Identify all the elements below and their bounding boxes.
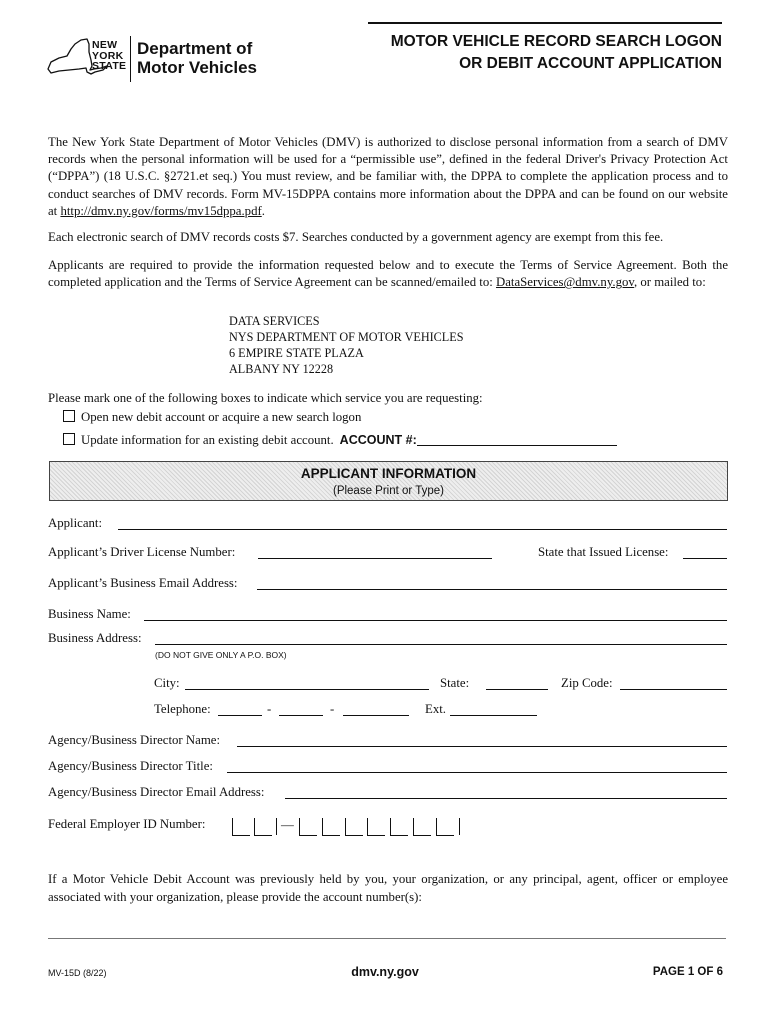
logo-divider xyxy=(130,36,131,82)
business-email-label: Applicant’s Business Email Address: xyxy=(48,576,238,590)
new-account-checkbox[interactable] xyxy=(63,410,75,422)
business-address-field[interactable] xyxy=(155,644,727,645)
mailing-address xyxy=(229,313,463,377)
city-label: City: xyxy=(154,676,180,690)
form-title-line1: MOTOR VEHICLE RECORD SEARCH LOGON xyxy=(390,33,722,50)
update-account-checkbox[interactable] xyxy=(63,433,75,445)
address-line: NYS DEPARTMENT OF MOTOR VEHICLES xyxy=(229,330,464,344)
director-name-field[interactable] xyxy=(237,746,727,747)
logo-state-text xyxy=(92,40,126,72)
issuing-state-label: State that Issued License: xyxy=(538,545,669,559)
fein-digit-box[interactable] xyxy=(322,818,340,836)
fein-digit-box[interactable] xyxy=(436,818,454,836)
applicant-field[interactable] xyxy=(118,529,727,530)
state-field[interactable] xyxy=(486,689,548,690)
applicant-info-title: APPLICANT INFORMATION xyxy=(300,466,477,481)
form-code: MV-15D (8/22) xyxy=(48,968,107,978)
issuing-state-field[interactable] xyxy=(683,558,727,559)
submission-text: Applicants are required to provide the information requested below and to execute the Terms of Service Agreement. Both the completed application and the Terms of Service Agreement can be scanned/emailed to: xyxy=(48,258,728,290)
previous-account-paragraph: If a Motor Vehicle Debit Account was previously held by you, your organization, or any principal, agent, officer or employee associated with your organization, please provide the account number(s): xyxy=(48,872,728,904)
telephone-line-field[interactable] xyxy=(343,715,409,716)
data-services-email-link[interactable]: DataServices@dmv.ny.gov xyxy=(496,275,634,290)
service-instruction: Please mark one of the following boxes to indicate which service you are requesting: xyxy=(48,391,483,405)
applicant-info-subtitle: (Please Print or Type) xyxy=(332,485,444,497)
fein-box-edge xyxy=(276,818,277,835)
fein-digit-box[interactable] xyxy=(254,818,272,836)
fee-paragraph: Each electronic search of DMV records costs $7. Searches conducted by a government agency are exempt from this fee. xyxy=(48,230,664,244)
dppa-form-link[interactable]: http://dmv.ny.gov/forms/mv15dppa.pdf xyxy=(60,203,262,218)
telephone-label: Telephone: xyxy=(154,702,211,716)
logo-word: NEW xyxy=(92,39,118,51)
city-field[interactable] xyxy=(185,689,429,690)
telephone-dash: - xyxy=(267,702,272,716)
page-number: PAGE 1 OF 6 xyxy=(652,966,723,978)
service-option-new xyxy=(63,410,361,425)
license-number-label: Applicant’s Driver License Number: xyxy=(48,545,236,559)
fein-digit-box[interactable] xyxy=(390,818,408,836)
applicant-label: Applicant: xyxy=(48,516,103,530)
director-email-field[interactable] xyxy=(285,798,727,799)
telephone-exchange-field[interactable] xyxy=(279,715,323,716)
extension-label: Ext. xyxy=(425,702,446,716)
business-name-label: Business Name: xyxy=(48,607,131,621)
business-address-label: Business Address: xyxy=(48,631,142,645)
zip-code-field[interactable] xyxy=(620,689,727,690)
logo-word: STATE xyxy=(92,60,127,72)
submission-end: , or mailed to: xyxy=(633,275,706,290)
service-option-update xyxy=(63,433,617,448)
account-number-field[interactable] xyxy=(417,434,617,446)
zip-code-label: Zip Code: xyxy=(561,676,613,690)
address-line: DATA SERVICES xyxy=(229,314,320,328)
fein-digit-box[interactable] xyxy=(299,818,317,836)
fein-box-edge xyxy=(459,818,460,835)
fein-digit-box[interactable] xyxy=(413,818,431,836)
fein-dash: — xyxy=(281,818,294,832)
telephone-area-code-field[interactable] xyxy=(218,715,262,716)
license-number-field[interactable] xyxy=(258,558,492,559)
logo-department-line1: Department of xyxy=(137,39,253,58)
address-line: 6 EMPIRE STATE PLAZA xyxy=(229,346,364,360)
director-email-label: Agency/Business Director Email Address: xyxy=(48,785,265,799)
service-option-update-label: Update information for an existing debit account. xyxy=(81,433,334,447)
logo-department-line2: Motor Vehicles xyxy=(137,58,257,77)
address-line: ALBANY NY 12228 xyxy=(229,362,334,376)
po-box-note: (DO NOT GIVE ONLY A P.O. BOX) xyxy=(155,650,287,660)
fein-label: Federal Employer ID Number: xyxy=(48,817,206,831)
intro-paragraph xyxy=(48,134,728,220)
business-name-field[interactable] xyxy=(144,620,727,621)
submission-paragraph xyxy=(48,257,728,291)
fein-digit-box[interactable] xyxy=(367,818,385,836)
state-label: State: xyxy=(440,676,470,690)
header-rule xyxy=(368,22,722,24)
form-title-line2: OR DEBIT ACCOUNT APPLICATION xyxy=(459,55,722,72)
previous-account-field[interactable] xyxy=(48,938,726,939)
intro-end: . xyxy=(261,203,265,218)
extension-field[interactable] xyxy=(450,715,537,716)
telephone-dash: - xyxy=(330,702,335,716)
fein-digit-box[interactable] xyxy=(232,818,250,836)
logo-word: YORK xyxy=(92,49,124,62)
director-title-label: Agency/Business Director Title: xyxy=(48,759,213,773)
business-email-field[interactable] xyxy=(257,589,727,590)
director-name-label: Agency/Business Director Name: xyxy=(48,733,221,747)
footer-website: dmv.ny.gov xyxy=(351,965,419,979)
director-title-field[interactable] xyxy=(227,772,727,773)
fein-digit-box[interactable] xyxy=(345,818,363,836)
account-number-label: ACCOUNT #: xyxy=(339,433,417,447)
service-option-new-label: Open new debit account or acquire a new search logon xyxy=(81,410,362,424)
intro-text: The New York State Department of Motor Vehicles (DMV) is authorized to disclose personal information from a search of DMV records when the personal information will be used for a “permissible use”, defined in the federal Driver's Privacy Protection Act (“DPPA”) (18 U.S.C. §2721.et seq.) You must review, and be familiar with, the DPPA to complete the application process and to conduct searches of DMV records. Form MV-15DPPA contains more information about the DPPA and can be found on our website at xyxy=(48,135,728,218)
